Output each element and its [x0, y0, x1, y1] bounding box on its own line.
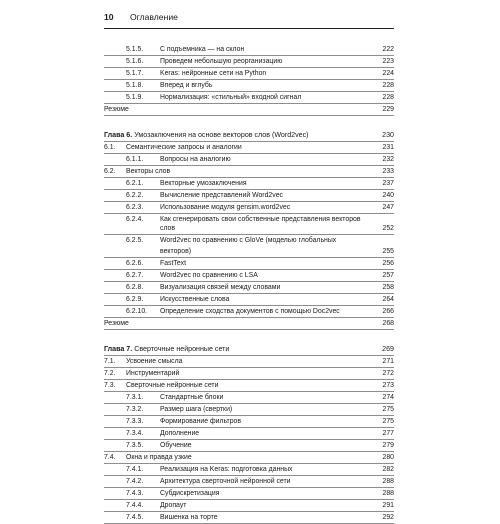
chapter-label: Глава 7.	[104, 345, 133, 353]
entry-number: 6.2.3.	[126, 204, 144, 211]
entry-number: 7.4.3.	[126, 490, 144, 497]
subsection-row[interactable]	[104, 488, 394, 500]
subsection-row[interactable]	[104, 476, 394, 488]
subsection-row[interactable]	[104, 44, 394, 56]
entry-title: С подъемника — на склон	[160, 46, 245, 53]
entry-number: 7.1.	[104, 358, 116, 365]
section-row[interactable]	[104, 142, 394, 154]
subsection-row[interactable]	[104, 512, 394, 524]
chapter-name: Умозаключения на основе векторов слов (Word2vec)	[134, 131, 309, 139]
entry-title: Нормализация: «стильный» входной сигнал	[160, 94, 302, 101]
page-ref: 288	[382, 490, 394, 497]
entry-title: Окна и правда узкие	[126, 454, 192, 461]
entry-title: Усвоение смысла	[126, 358, 183, 365]
page-ref: 256	[382, 260, 394, 267]
subsection-row[interactable]	[104, 258, 394, 270]
page-ref: 272	[382, 370, 394, 377]
page-ref: 257	[382, 272, 394, 279]
section-row[interactable]	[104, 380, 394, 392]
entry-number: 5.1.6.	[126, 58, 144, 65]
subsection-row[interactable]	[104, 270, 394, 282]
subsection-row[interactable]	[104, 392, 394, 404]
page-ref: 232	[382, 156, 394, 163]
entry-number: 7.4.	[104, 454, 116, 461]
entry-title: Стандартные блоки	[160, 394, 224, 401]
entry-title: Вычисление представлений Word2vec	[160, 192, 283, 199]
entry-number: 6.2.8.	[126, 284, 144, 291]
page-ref: 268	[382, 320, 394, 327]
entry-title: Формирование фильтров	[160, 418, 242, 425]
entry-title: Размер шага (свертки)	[160, 406, 233, 413]
page-ref: 229	[382, 106, 394, 113]
entry-title: Семантические запросы и аналогии	[126, 144, 242, 151]
entry-number: 7.3.5.	[126, 442, 144, 449]
subsection-row[interactable]	[104, 282, 394, 294]
page-ref: 277	[382, 430, 394, 437]
entry-number: 7.4.4.	[126, 502, 144, 509]
entry-title: Вперед и вглубь	[160, 82, 213, 89]
page-ref: 228	[382, 82, 394, 89]
page-ref: 288	[382, 478, 394, 485]
page-ref: 292	[382, 514, 394, 521]
chapter-row[interactable]	[104, 130, 394, 142]
entry-title: Вишенка на торте	[160, 514, 218, 521]
entry-number: 7.3.4.	[126, 430, 144, 437]
entry-number: 5.1.5.	[126, 46, 144, 53]
page-ref: 237	[382, 180, 394, 187]
entry-title: Вопросы на аналогию	[160, 156, 231, 163]
entry-number: 6.1.	[104, 144, 116, 151]
page-ref: 252	[382, 225, 394, 232]
running-title: Оглавление	[130, 12, 178, 22]
entry-number: 6.2.2.	[126, 192, 144, 199]
entry-title: Векторные умозаключения	[160, 180, 247, 187]
entry-number: 7.3.2.	[126, 406, 144, 413]
entry-number: 6.1.1.	[126, 156, 144, 163]
entry-number: 6.2.1.	[126, 180, 144, 187]
page-ref: 228	[382, 94, 394, 101]
page-ref: 271	[382, 358, 394, 365]
entry-title: Keras: нейронные сети на Python	[160, 70, 267, 77]
table-of-contents	[104, 44, 394, 524]
page-ref: 224	[382, 70, 394, 77]
group-spacer	[104, 330, 394, 344]
entry-title: Дропаут	[160, 502, 187, 509]
subsection-row[interactable]	[104, 56, 394, 68]
page-ref: 275	[382, 418, 394, 425]
page-ref: 282	[382, 466, 394, 473]
page-ref: 264	[382, 296, 394, 303]
subsection-row[interactable]	[104, 416, 394, 428]
chapter-title	[104, 130, 394, 141]
page-ref: 291	[382, 502, 394, 509]
entry-title: Векторы слов	[126, 168, 171, 175]
entry-title: Резюме	[104, 320, 129, 327]
page-ref: 233	[382, 168, 394, 175]
entry-title: Проведем небольшую реорганизацию	[160, 58, 283, 65]
page-header	[104, 6, 404, 28]
subsection-row[interactable]	[104, 235, 394, 258]
page-ref: 275	[382, 406, 394, 413]
subsection-row[interactable]	[104, 178, 394, 190]
page-ref: 231	[382, 144, 394, 151]
entry-number: 6.2.10.	[126, 308, 148, 315]
subsection-row[interactable]	[104, 154, 394, 166]
page-ref: 255	[382, 248, 394, 255]
summary-row[interactable]	[104, 318, 394, 330]
entry-number: 6.2.4.	[126, 216, 144, 223]
entry-title: Визуализация связей между словами	[160, 284, 281, 291]
page-number: 10	[104, 12, 114, 22]
page-ref: 247	[382, 204, 394, 211]
subsection-row[interactable]	[104, 500, 394, 512]
entry-number: 7.3.	[104, 382, 116, 389]
subsection-row[interactable]	[104, 294, 394, 306]
page-ref: 240	[382, 192, 394, 199]
subsection-row[interactable]	[104, 80, 394, 92]
chapter-name: Сверточные нейронные сети	[134, 345, 230, 353]
section-row[interactable]	[104, 166, 394, 178]
entry-number: 6.2.6.	[126, 260, 144, 267]
section-row[interactable]	[104, 368, 394, 380]
subsection-row[interactable]	[104, 306, 394, 318]
subsection-row[interactable]	[104, 68, 394, 80]
entry-number: 7.3.3.	[126, 418, 144, 425]
page-ref: 266	[382, 308, 394, 315]
entry-title: Как сгенерировать свои собственные представления векторов слов	[160, 216, 361, 232]
subsection-row[interactable]	[104, 440, 394, 452]
page-ref: 222	[382, 46, 394, 53]
entry-title: FastText	[160, 260, 187, 267]
page-ref: 279	[382, 442, 394, 449]
entry-title: Искусственные слова	[160, 296, 230, 303]
chapter-label: Глава 6.	[104, 131, 133, 139]
entry-title: Субдискретизация	[160, 490, 220, 497]
entry-number: 7.2.	[104, 370, 116, 377]
subsection-row[interactable]	[104, 464, 394, 476]
subsection-row[interactable]	[104, 202, 394, 214]
entry-number: 6.2.5.	[126, 237, 144, 244]
chapter-row[interactable]	[104, 344, 394, 356]
header-rule	[104, 28, 394, 29]
subsection-row[interactable]	[104, 92, 394, 104]
entry-number: 6.2.	[104, 168, 116, 175]
entry-number: 7.4.1.	[126, 466, 144, 473]
entry-title: Обучение	[160, 442, 192, 449]
page-ref: 223	[382, 58, 394, 65]
entry-title: Определение сходства документов с помощью Doc2vec	[160, 308, 340, 315]
chapter-title	[104, 344, 394, 355]
page-ref: 269	[382, 345, 394, 353]
entry-number: 7.4.5.	[126, 514, 144, 521]
summary-row[interactable]	[104, 104, 394, 116]
section-row[interactable]	[104, 452, 394, 464]
subsection-row[interactable]	[104, 214, 394, 235]
entry-title: Реализация на Keras: подготовка данных	[160, 466, 293, 473]
entry-number: 6.2.9.	[126, 296, 144, 303]
page-ref: 230	[382, 131, 394, 139]
subsection-row[interactable]	[104, 190, 394, 202]
entry-number: 7.4.2.	[126, 478, 144, 485]
entry-number: 5.1.7.	[126, 70, 144, 77]
entry-number: 5.1.8.	[126, 82, 144, 89]
entry-title: Резюме	[104, 106, 129, 113]
entry-title: Дополнение	[160, 430, 200, 437]
entry-title: Инструментарий	[126, 370, 180, 377]
entry-title: Использование модуля gensim.word2vec	[160, 204, 291, 211]
entry-title: Сверточные нейронные сети	[126, 382, 219, 389]
entry-title: Word2vec по сравнению с LSA	[160, 272, 258, 279]
entry-title: Word2vec по сравнению с GloVe (моделью глобальных векторов)	[160, 237, 337, 255]
group-spacer	[104, 116, 394, 130]
page-ref: 274	[382, 394, 394, 401]
subsection-row[interactable]	[104, 404, 394, 416]
page-ref: 280	[382, 454, 394, 461]
section-row[interactable]	[104, 356, 394, 368]
entry-number: 7.3.1.	[126, 394, 144, 401]
entry-number: 5.1.9.	[126, 94, 144, 101]
entry-number: 6.2.7.	[126, 272, 144, 279]
page-ref: 258	[382, 284, 394, 291]
subsection-row[interactable]	[104, 428, 394, 440]
entry-title: Архитектура сверточной нейронной сети	[160, 478, 291, 485]
page-ref: 273	[382, 382, 394, 389]
